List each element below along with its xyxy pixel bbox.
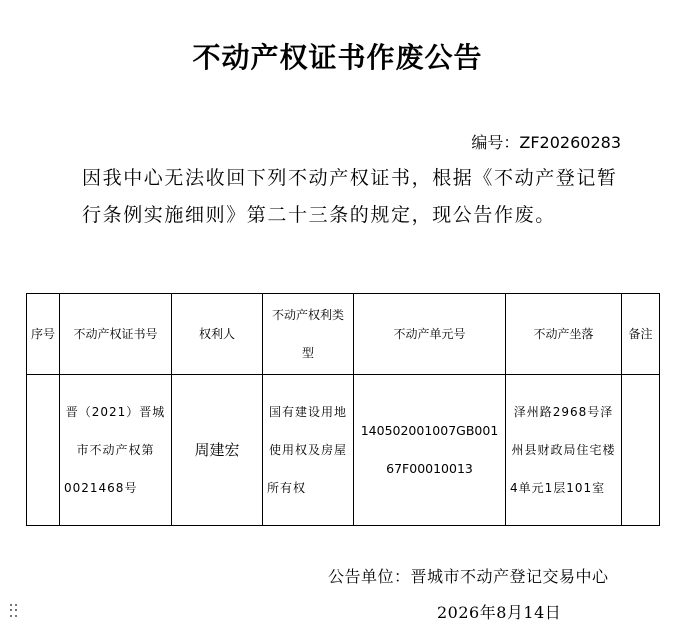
row-cert-no: 晋（2021）晋城市不动产权第0021468号 bbox=[60, 375, 172, 526]
row-unit-no: 140502001007GB00167F00010013 bbox=[354, 375, 506, 526]
header-location: 不动产坐落 bbox=[506, 294, 622, 375]
certificate-table bbox=[26, 293, 660, 526]
page-title: 不动产权证书作废公告 bbox=[192, 41, 483, 74]
row-right-type: 国有建设用地使用权及房屋所有权 bbox=[263, 375, 354, 526]
header-right-type: 不动产权利类型 bbox=[263, 294, 354, 375]
drag-handle-icon[interactable] bbox=[10, 604, 18, 618]
header-remark: 备注 bbox=[622, 294, 660, 375]
table-row bbox=[27, 375, 660, 526]
document-number: 编号：ZF20260283 bbox=[471, 133, 621, 152]
row-holder: 周建宏 bbox=[172, 375, 263, 526]
header-unit-no: 不动产单元号 bbox=[354, 294, 506, 375]
notice-body: 因我中心无法收回下列不动产权证书，根据《不动产登记暂行条例实施细则》第二十三条的规定，现公告作废。 bbox=[82, 167, 618, 226]
table-header-row bbox=[27, 294, 660, 375]
header-holder: 权利人 bbox=[172, 294, 263, 375]
row-seq bbox=[27, 375, 60, 526]
issue-date: 2026年8月14日 bbox=[437, 603, 562, 622]
header-seq: 序号 bbox=[27, 294, 60, 375]
row-location: 泽州路2968号泽州县财政局住宅楼4单元1层101室 bbox=[506, 375, 622, 526]
issuer: 公告单位：晋城市不动产登记交易中心 bbox=[328, 567, 609, 586]
header-cert-no: 不动产权证书号 bbox=[60, 294, 172, 375]
row-remark bbox=[622, 375, 660, 526]
